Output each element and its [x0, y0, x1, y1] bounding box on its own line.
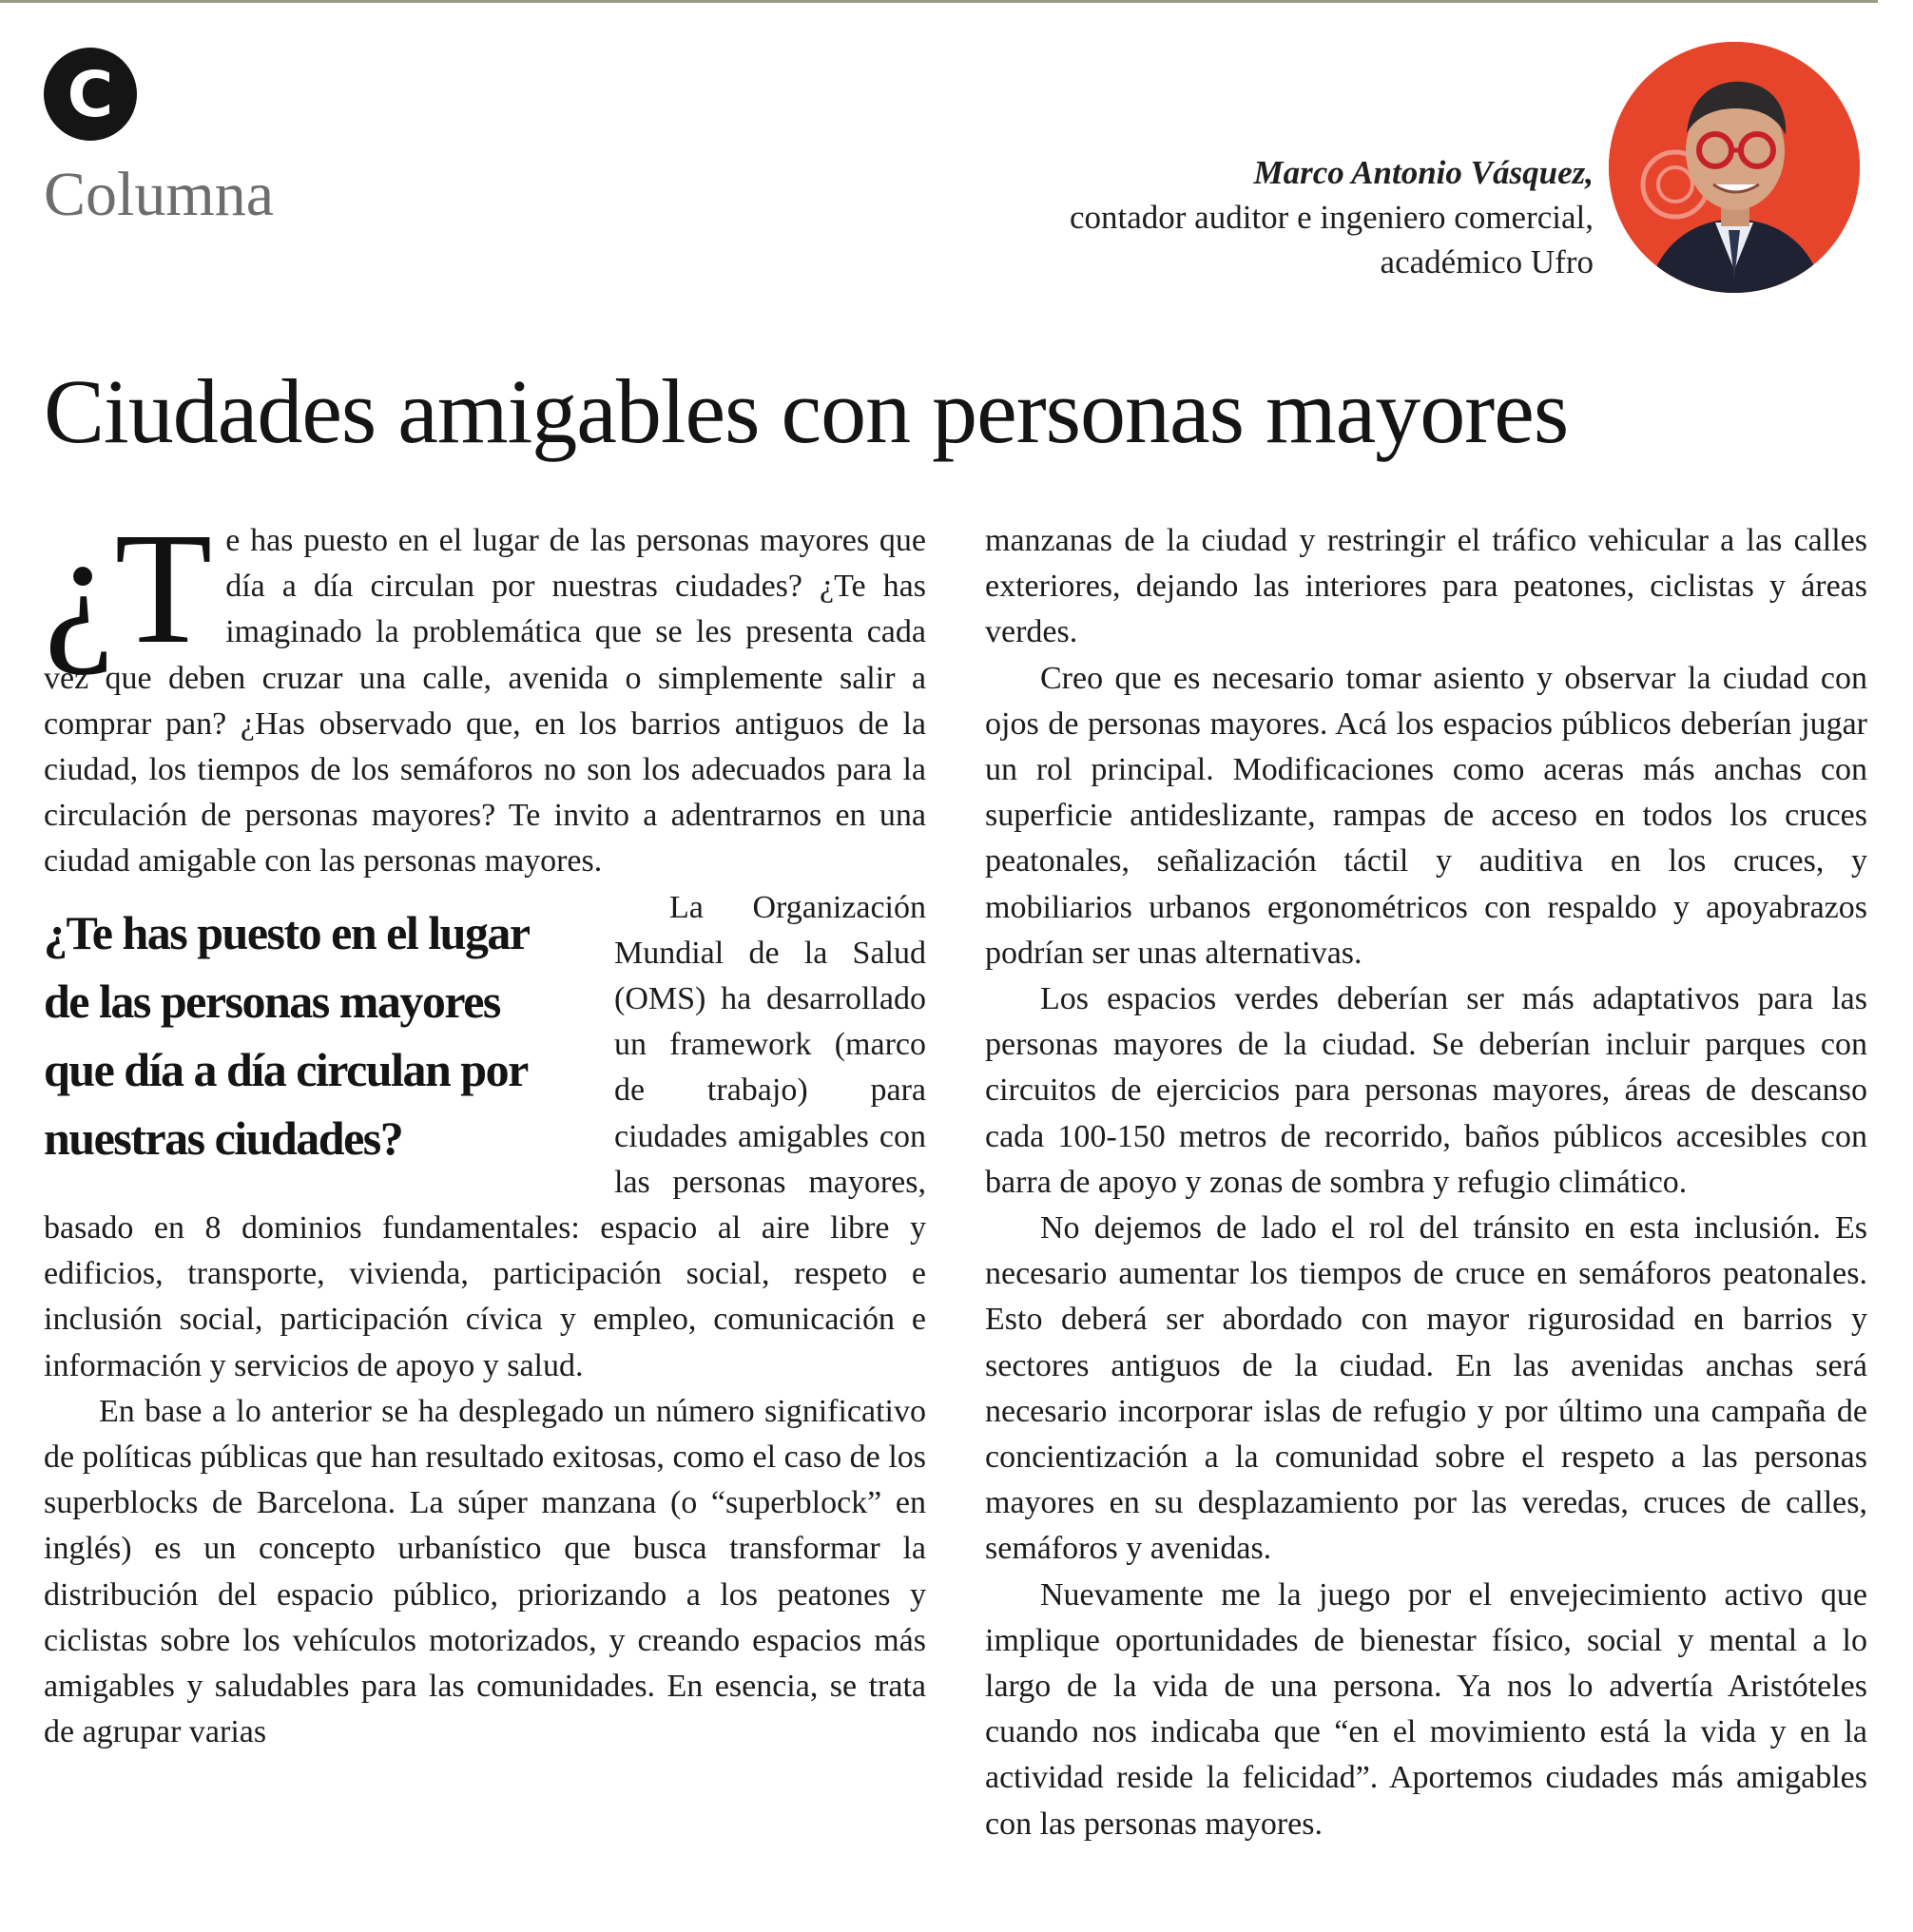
paragraph-4: Creo que es necesario tomar asiento y observar la ciudad con ojos de personas mayores. Acá los espacios públicos deberían jugar un rol principal. Modificaciones como aceras más anchas con superficie antideslizante, rampas de acceso en todos los cruces peatonales, señalización táctil y auditiva en los cruces, y mobiliarios urbanos ergonométricos con respaldo y apoyabrazos podrían ser unas alternativas. [985, 660, 1867, 971]
author-portrait-illustration [1609, 42, 1860, 293]
paragraph-2: La Organización Mundial de la Salud (OMS) ha desarrollado un framework (marco de trabajo) para ciudades amigables con las personas mayores, basado en 8 dominios fundamentales: espacio al aire libre y edificios, transporte, vivienda, participación social, respeto e inclusión social, participación cívica y empleo, comunicación e información y servicios de apoyo y salud. [44, 889, 926, 1383]
drop-cap: ¿T [44, 500, 213, 677]
pull-quote: ¿Te has puesto en el lugar de las personas mayores que día a día circulan por nuestras ciudades? [44, 905, 529, 1165]
top-rule [0, 0, 1878, 3]
logo-letter: C [67, 57, 114, 131]
paragraph-6: No dejemos de lado el rol del tránsito en esta inclusión. Es necesario aumentar los tiempos de cruce en semáforos peatonales. Esto deberá ser abordado con mayor rigurosidad en barrios y sectores antiguos de la ciudad. En las avenidas anchas será necesario incorporar islas de refugio y por último una campaña de concientización a la comunidad sobre el respeto a las personas mayores en su desplazamiento por las veredas, cruces de calles, semáforos y avenidas. [985, 1210, 1867, 1567]
paragraph-1-text: e has puesto en el lugar de las personas mayores que día a día circulan por nuestras ciudades? ¿Te has imaginado la problemática que se les presenta cada vez que deben cruzar una calle, avenida o simplemente salir a comprar pan? ¿Has observado que, en los barrios antiguos de la ciudad, los tiempos de los semáforos no son los adecuados para la circulación de personas mayores? Te invito a adentrarnos en una ciudad amigable con las personas mayores. [44, 523, 926, 879]
author-role-line1: contador auditor e ingeniero comercial, [1069, 199, 1594, 236]
article-column-1 [44, 500, 926, 1755]
paragraph-3-continued: manzanas de la ciudad y restringir el tráfico vehicular a las calles exteriores, dejando las interiores para peatones, ciclistas y áreas verdes. [985, 523, 1867, 650]
author-name: Marco Antonio Vásquez, [1253, 154, 1594, 191]
byline [928, 150, 1594, 284]
author-portrait [1609, 42, 1860, 293]
column-logo-badge [44, 48, 137, 141]
article-column-2 [985, 518, 1867, 1847]
author-role-line2: académico Ufro [1380, 243, 1594, 280]
paragraph-7: Nuevamente me la juego por el envejecimiento activo que implique oportunidades de bienestar físico, social y mental a lo largo de la vida de una persona. Ya nos lo advertía Aristóteles cuando nos indicaba que “en el movimiento está la vida y en la actividad reside la felicidad”. Aportemos ciudades más amigables con las personas mayores. [985, 1576, 1867, 1842]
section-label: Columna [44, 160, 274, 229]
paragraph-1 [44, 500, 926, 885]
paragraph-5: Los espacios verdes deberían ser más adaptativos para las personas mayores de la ciudad. Se deberían incluir parques con circuitos de ejercicios para personas mayores, áreas de descanso cada 100-150 metros de recorrido, baños públicos accesibles con barra de apoyo y zonas de sombra y refugio climático. [985, 981, 1867, 1200]
article-title: Ciudades amigables con personas mayores [44, 360, 1569, 462]
paragraph-3: En base a lo anterior se ha desplegado un número significativo de políticas públicas que han resultado exitosas, como el caso de los superblocks de Barcelona. La súper manzana (o “superblock” en inglés) es un concepto urbanístico que busca transformar la distribución del espacio público, priorizando a los peatones y ciclistas sobre los vehículos motorizados, y creando espacios más amigables y saludables para las comunidades. En esencia, se trata de agrupar varias [44, 1393, 926, 1750]
